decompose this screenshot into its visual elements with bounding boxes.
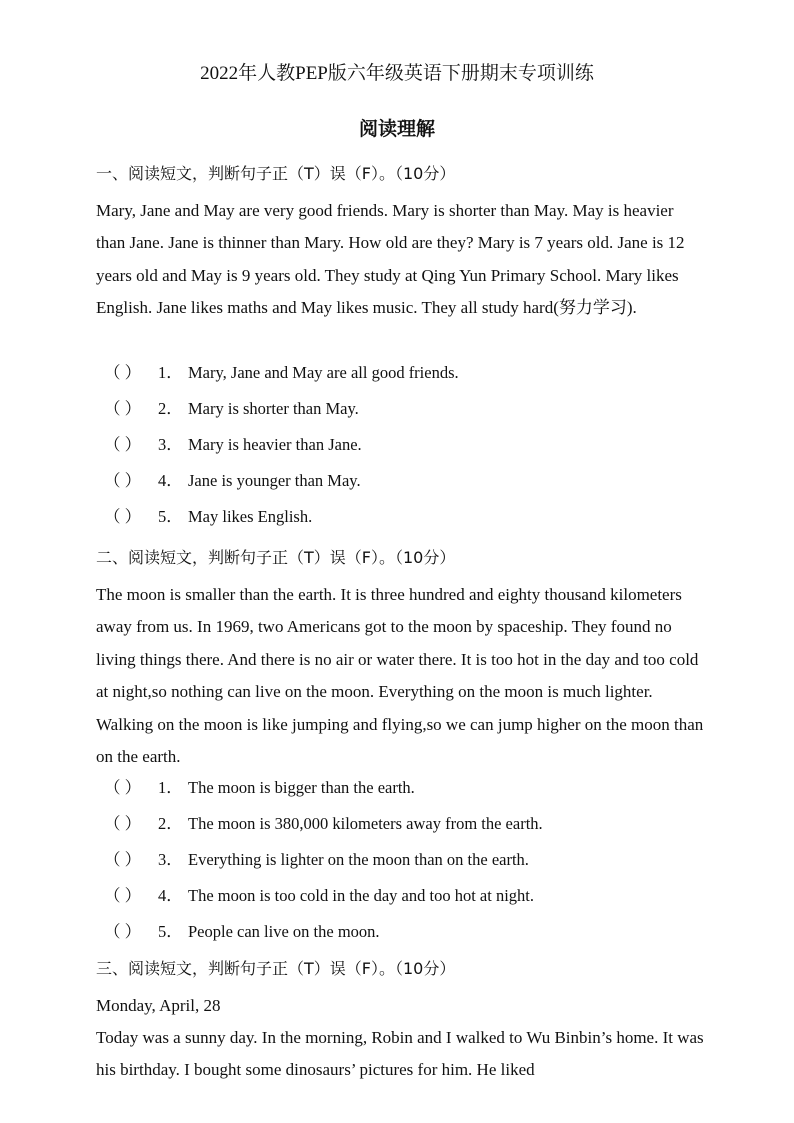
- reading-passage: Mary, Jane and May are very good friends. Mary is shorter than May. May is heavier than Jane. Jane is thinner than Mary. How old are they? Mary is 7 years old. Jane is 12 years old and May is 9 years old. They study at Qing Yun Primary School. Mary likes English. Jane likes maths and May likes music. They all study hard(努力学习).: [96, 201, 685, 318]
- question-text: The moon is 380,000 kilometers away from the earth.: [188, 814, 543, 833]
- section-1: [96, 162, 706, 541]
- answer-blank[interactable]: （ ）: [104, 471, 142, 490]
- question-text: Everything is lighter on the moon than on the earth.: [188, 850, 529, 869]
- question-number: 3．: [158, 435, 183, 454]
- answer-blank[interactable]: （ ）: [104, 363, 142, 382]
- reading-passage: The moon is smaller than the earth. It is three hundred and eighty thousand kilometers away from us. In 1969, two Americans got to the moon by spaceship. They found no living things there. And there is no air or water there. It is too hot in the day and too cold at night,so nothing can live on the moon. Everything on the moon is much lighter. Walking on the moon is like jumping and flying,so we can jump higher on the moon than on the earth.: [96, 585, 704, 767]
- question-number: 2．: [158, 399, 183, 418]
- answer-blank[interactable]: （ ）: [104, 886, 142, 905]
- question-text: Mary is shorter than May.: [188, 399, 359, 418]
- question-text: Mary, Jane and May are all good friends.: [188, 363, 459, 382]
- section-heading: 二、阅读短文，判断句子正（T）误（F）。（10分）: [96, 548, 456, 567]
- question-text: People can live on the moon.: [188, 922, 380, 941]
- diary-date: Monday, April, 28: [96, 996, 221, 1015]
- question-item: [96, 920, 706, 956]
- question-item: [96, 848, 706, 884]
- question-item: [96, 397, 706, 433]
- answer-blank[interactable]: （ ）: [104, 435, 142, 454]
- section-3: [96, 957, 706, 1087]
- question-text: The moon is too cold in the day and too hot at night.: [188, 886, 534, 905]
- page-subtitle: 阅读理解: [358, 118, 435, 140]
- question-text: The moon is bigger than the earth.: [188, 778, 415, 797]
- section-heading: 三、阅读短文，判断句子正（T）误（F）。（10分）: [96, 959, 456, 978]
- question-item: [96, 776, 706, 812]
- question-text: May likes English.: [188, 507, 313, 526]
- question-number: 2．: [158, 814, 183, 833]
- question-number: 1．: [158, 363, 183, 382]
- question-number: 1．: [158, 778, 183, 797]
- question-item: [96, 505, 706, 541]
- answer-blank[interactable]: （ ）: [104, 399, 142, 418]
- question-item: [96, 812, 706, 848]
- question-text: Mary is heavier than Jane.: [188, 435, 362, 454]
- question-number: 4．: [158, 471, 183, 490]
- answer-blank[interactable]: （ ）: [104, 507, 142, 526]
- answer-blank[interactable]: （ ）: [104, 850, 142, 869]
- answer-blank[interactable]: （ ）: [104, 922, 142, 941]
- answer-blank[interactable]: （ ）: [104, 814, 142, 833]
- page-title: 2022年人教PEP版六年级英语下册期末专项训练: [200, 63, 594, 84]
- question-number: 3．: [158, 850, 183, 869]
- section-heading: 一、阅读短文，判断句子正（T）误（F）。（10分）: [96, 164, 456, 183]
- answer-blank[interactable]: （ ）: [104, 778, 142, 797]
- question-item: [96, 361, 706, 397]
- question-item: [96, 433, 706, 469]
- reading-passage: Today was a sunny day. In the morning, Robin and I walked to Wu Binbin’s home. It was his birthday. I bought some dinosaurs’ pictures for him. He liked: [96, 1028, 704, 1080]
- question-text: Jane is younger than May.: [188, 471, 361, 490]
- question-number: 5．: [158, 507, 183, 526]
- question-item: [96, 884, 706, 920]
- question-number: 5．: [158, 922, 183, 941]
- section-2: [96, 546, 706, 956]
- question-item: [96, 469, 706, 505]
- question-number: 4．: [158, 886, 183, 905]
